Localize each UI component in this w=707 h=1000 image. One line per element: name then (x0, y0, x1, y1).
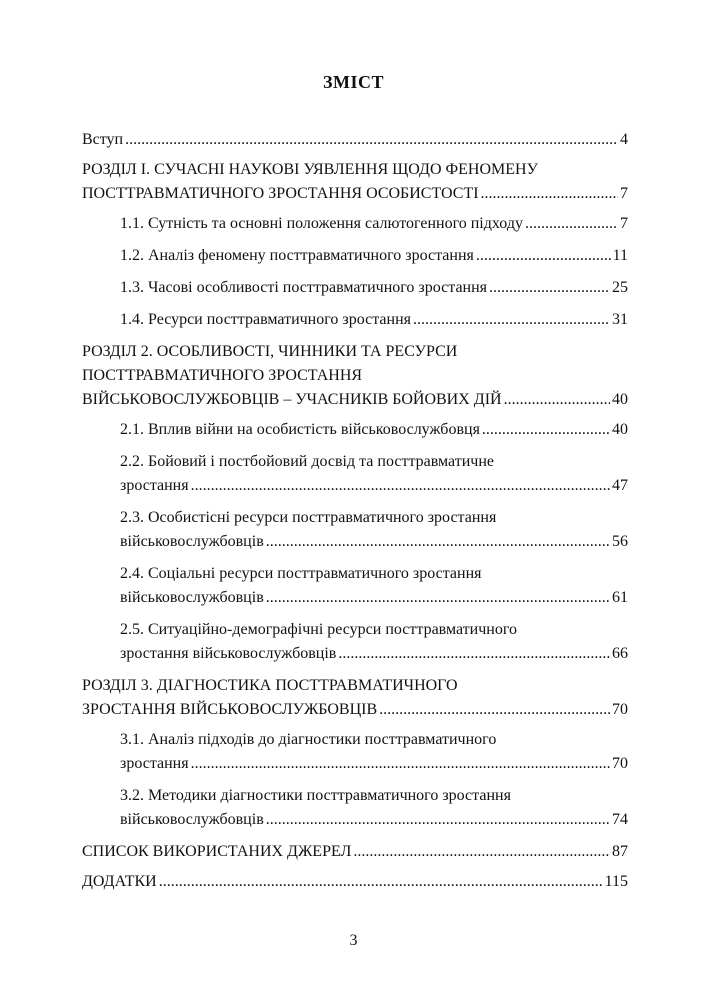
dot-leader (191, 474, 610, 498)
toc-entry-title-line: СПИСОК ВИКОРИСТАНИХ ДЖЕРЕЛ (82, 843, 352, 860)
toc-entry-last-line (82, 128, 628, 152)
toc-entry-last-line (120, 642, 628, 666)
toc-entry-page: 40 (612, 421, 628, 438)
toc-entry-title-line: 2.4. Соціальні ресурси посттравматичного зростання (120, 565, 482, 582)
toc-entry-title-line: 3.2. Методики діагностики посттравматичного зростання (120, 787, 511, 804)
toc-entry-page: 87 (612, 843, 628, 860)
toc-entry-last-line (82, 182, 628, 206)
toc-entry-page: 11 (612, 247, 628, 264)
toc-entry (82, 276, 628, 300)
dot-leader (481, 182, 618, 206)
toc-entry (82, 212, 628, 236)
toc-entry-title-line: ЗРОСТАННЯ ВІЙСЬКОВОСЛУЖБОВЦІВ (82, 701, 378, 718)
dot-leader (476, 244, 611, 268)
toc-entry (82, 674, 628, 722)
toc-entry-page: 70 (612, 701, 628, 718)
dot-leader (525, 212, 618, 236)
toc-entry-last-line (120, 244, 628, 268)
dot-leader (489, 276, 610, 300)
toc-entry-page: 66 (612, 645, 628, 662)
toc-entry-last-line (120, 474, 628, 498)
toc-entry (82, 340, 628, 412)
toc-entry (82, 728, 628, 776)
toc-entry-page: 25 (612, 279, 628, 296)
toc-entry-title-line: 1.1. Сутність та основні положення салютогенного підходу (120, 215, 523, 232)
toc-entry-last-line (82, 840, 628, 864)
toc-entry-title-line: військовослужбовців (120, 533, 264, 550)
toc-entry-title-line: зростання (120, 755, 189, 772)
table-of-contents (82, 128, 628, 900)
toc-entry-last-line (120, 586, 628, 610)
toc-entry-title-line: зростання військовослужбовців (120, 645, 337, 662)
dot-leader (338, 642, 610, 666)
toc-entry-title-line: ПОСТТРАВМАТИЧНОГО ЗРОСТАННЯ ОСОБИСТОСТІ (82, 185, 479, 202)
dot-leader (504, 388, 610, 412)
toc-entry-last-line (120, 212, 628, 236)
toc-entry-title-line: 3.1. Аналіз підходів до діагностики посттравматичного (120, 731, 497, 748)
toc-entry (82, 840, 628, 864)
page-title: ЗМІСТ (323, 72, 384, 92)
toc-entry-title-line: 1.3. Часові особливості посттравматичного зростання (120, 279, 488, 296)
toc-entry (82, 158, 628, 206)
toc-entry-page: 4 (620, 131, 628, 148)
dot-leader (266, 808, 610, 832)
toc-entry-last-line (120, 308, 628, 332)
toc-entry (82, 128, 628, 152)
toc-entry-page: 40 (612, 391, 628, 408)
toc-entry-page: 31 (612, 311, 628, 328)
toc-entry-title-line: військовослужбовців (120, 811, 264, 828)
toc-entry-title-line: РОЗДІЛ 3. ДІАГНОСТИКА ПОСТТРАВМАТИЧНОГО (82, 677, 458, 694)
toc-entry-page: 7 (620, 215, 628, 232)
dot-leader (191, 752, 610, 776)
toc-entry-title-line: РОЗДІЛ 2. ОСОБЛИВОСТІ, ЧИННИКИ ТА РЕСУРСИ (82, 343, 458, 360)
toc-entry (82, 244, 628, 268)
toc-entry-page: 61 (612, 589, 628, 606)
toc-entry-page: 47 (612, 477, 628, 494)
toc-entry-title-line: 2.3. Особистісні ресурси посттравматичного зростання (120, 509, 497, 526)
toc-entry (82, 784, 628, 832)
toc-entry-last-line (120, 808, 628, 832)
dot-leader (125, 128, 618, 152)
toc-entry-title-line: зростання (120, 477, 189, 494)
toc-entry-last-line (82, 698, 628, 722)
toc-entry (82, 418, 628, 442)
toc-entry-page: 7 (620, 185, 628, 202)
toc-entry (82, 450, 628, 498)
toc-entry-last-line (82, 388, 628, 412)
dot-leader (413, 308, 610, 332)
dot-leader (379, 698, 610, 722)
toc-entry-last-line (120, 276, 628, 300)
toc-entry (82, 618, 628, 666)
toc-entry-title-line: 2.1. Вплив війни на особистість військовослужбовця (120, 421, 480, 438)
toc-entry-title-line: ДОДАТКИ (82, 873, 157, 890)
toc-entry-title-line: 2.5. Ситуаційно-демографічні ресурси посттравматичного (120, 621, 517, 638)
toc-entry (82, 506, 628, 554)
toc-entry-page: 70 (612, 755, 628, 772)
dot-leader (266, 586, 610, 610)
toc-entry (82, 308, 628, 332)
toc-entry-title-line: ПОСТТРАВМАТИЧНОГО ЗРОСТАННЯ (82, 367, 363, 384)
toc-entry-title-line: ВІЙСЬКОВОСЛУЖБОВЦІВ – УЧАСНИКІВ БОЙОВИХ ДІЙ (82, 391, 502, 408)
toc-entry-last-line (82, 870, 628, 894)
toc-entry-title-line: РОЗДІЛ І. СУЧАСНІ НАУКОВІ УЯВЛЕННЯ ЩОДО ФЕНОМЕНУ (82, 161, 538, 178)
toc-entry-title-line: Вступ (82, 131, 124, 148)
toc-entry-title-line: військовослужбовців (120, 589, 264, 606)
toc-entry-page: 56 (612, 533, 628, 550)
toc-entry-title-line: 2.2. Бойовий і постбойовий досвід та посттравматичне (120, 453, 494, 470)
toc-entry-title-line: 1.4. Ресурси посттравматичного зростання (120, 311, 411, 328)
page-number: 3 (349, 932, 358, 949)
toc-entry-last-line (120, 752, 628, 776)
toc-entry-title-line: 1.2. Аналіз феномену посттравматичного зростання (120, 247, 474, 264)
toc-entry (82, 562, 628, 610)
toc-entry-last-line (120, 418, 628, 442)
toc-entry-last-line (120, 530, 628, 554)
toc-entry-page: 115 (604, 873, 628, 890)
dot-leader (266, 530, 610, 554)
toc-entry (82, 870, 628, 894)
dot-leader (353, 840, 610, 864)
dot-leader (482, 418, 610, 442)
dot-leader (159, 870, 603, 894)
toc-entry-page: 74 (612, 811, 628, 828)
